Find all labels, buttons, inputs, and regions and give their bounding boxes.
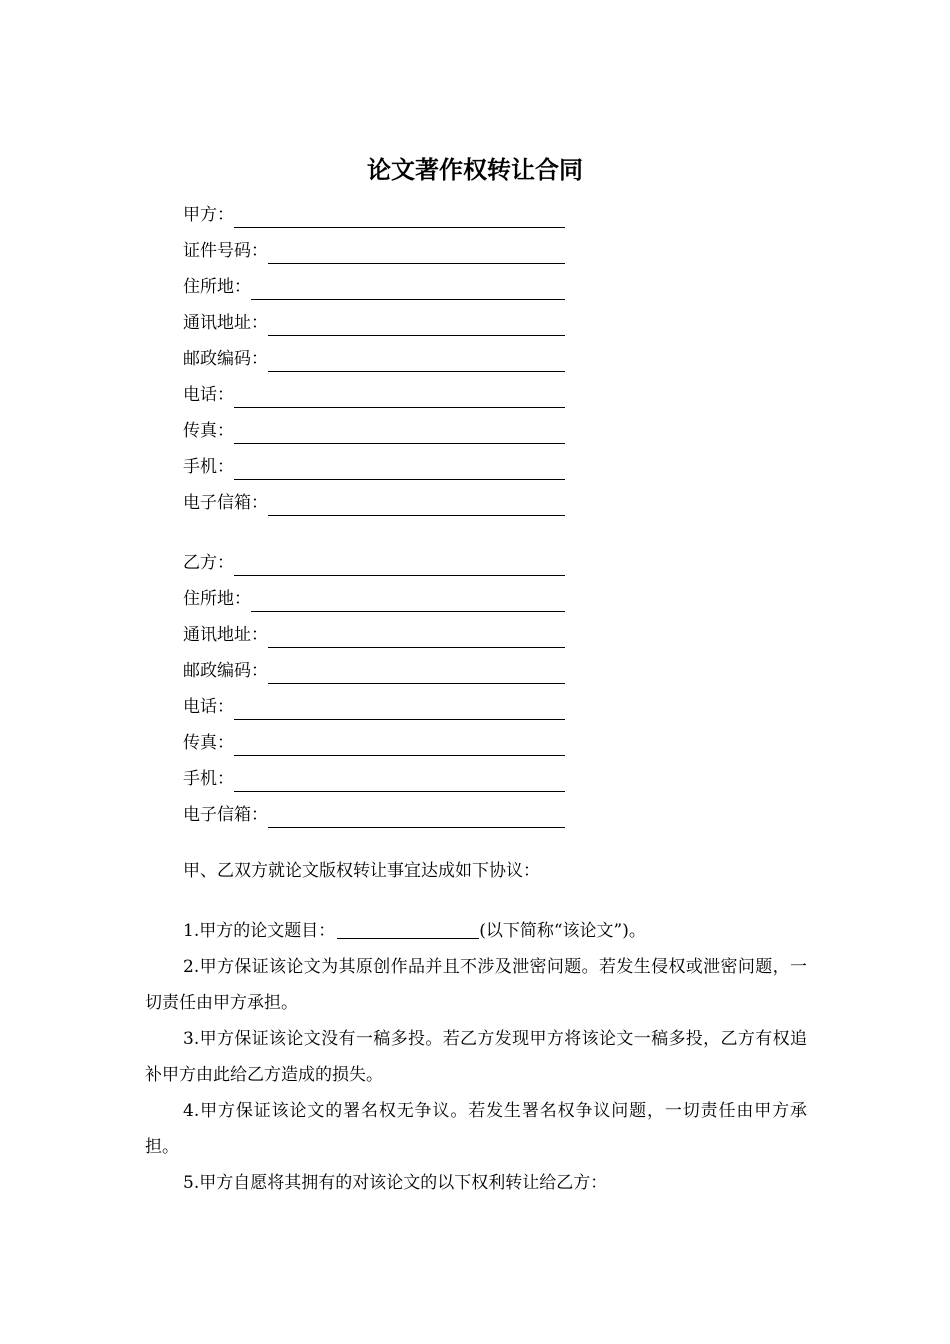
party-a-mobile-field[interactable] bbox=[183, 446, 565, 482]
field-label: 通讯地址： bbox=[183, 313, 268, 333]
fill-line[interactable] bbox=[234, 574, 565, 576]
fill-line[interactable] bbox=[234, 406, 565, 408]
party-a-postal-code-field[interactable] bbox=[183, 338, 565, 374]
field-label: 手机： bbox=[183, 457, 234, 477]
party-b-mailing-address-field[interactable] bbox=[183, 614, 565, 650]
field-label: 邮政编码： bbox=[183, 661, 268, 681]
field-label: 电子信箱： bbox=[183, 805, 268, 825]
party-a-email-field[interactable] bbox=[183, 482, 565, 518]
field-label: 证件号码： bbox=[183, 241, 268, 261]
party-a-fax-field[interactable] bbox=[183, 410, 565, 446]
fill-line[interactable] bbox=[234, 718, 565, 720]
clause-4: 4.甲方保证该论文的署名权无争议。若发生署名权争议问题，一切责任由甲方承担。 bbox=[145, 1101, 807, 1157]
clause-1-text-after: (以下简称“该论文”)。 bbox=[479, 921, 646, 941]
fill-line[interactable] bbox=[234, 442, 565, 444]
field-label: 传真： bbox=[183, 733, 234, 753]
field-label: 甲方： bbox=[183, 205, 234, 225]
clause-3: 3.甲方保证该论文没有一稿多投。若乙方发现甲方将该论文一稿多投，乙方有权追补甲方由此给乙方造成的损失。 bbox=[145, 1029, 807, 1085]
agreement-intro: 甲、乙双方就论文版权转让事宜达成如下协议： bbox=[183, 861, 540, 881]
fill-line[interactable] bbox=[251, 298, 565, 300]
fill-line[interactable] bbox=[268, 646, 565, 648]
party-a-phone-field[interactable] bbox=[183, 374, 565, 410]
field-label: 住所地： bbox=[183, 277, 251, 297]
document-title: 论文著作权转让合同 bbox=[367, 156, 583, 184]
fill-line[interactable] bbox=[234, 478, 565, 480]
field-label: 乙方： bbox=[183, 553, 234, 573]
field-label: 电话： bbox=[183, 697, 234, 717]
thesis-title-blank[interactable] bbox=[337, 918, 479, 939]
fill-line[interactable] bbox=[268, 682, 565, 684]
field-label: 电话： bbox=[183, 385, 234, 405]
party-b-mobile-field[interactable] bbox=[183, 758, 565, 794]
clause-5: 5.甲方自愿将其拥有的对该论文的以下权利转让给乙方： bbox=[183, 1173, 608, 1193]
fill-line[interactable] bbox=[234, 790, 565, 792]
clause-1-text-before: 1.甲方的论文题目： bbox=[183, 921, 336, 941]
party-b-residence-field[interactable] bbox=[183, 578, 565, 614]
fill-line[interactable] bbox=[268, 334, 565, 336]
fill-line[interactable] bbox=[268, 262, 565, 264]
field-label: 电子信箱： bbox=[183, 493, 268, 513]
field-label: 通讯地址： bbox=[183, 625, 268, 645]
party-b-postal-code-field[interactable] bbox=[183, 650, 565, 686]
clause-2: 2.甲方保证该论文为其原创作品并且不涉及泄密问题。若发生侵权或泄密问题，一切责任由甲方承担。 bbox=[145, 957, 807, 1013]
party-b-fax-field[interactable] bbox=[183, 722, 565, 758]
fill-line[interactable] bbox=[268, 826, 565, 828]
fill-line[interactable] bbox=[234, 226, 565, 228]
clause-1 bbox=[145, 913, 807, 949]
party-b-name-field[interactable] bbox=[183, 542, 565, 578]
field-label: 手机： bbox=[183, 769, 234, 789]
fill-line[interactable] bbox=[268, 514, 565, 516]
field-label: 传真： bbox=[183, 421, 234, 441]
field-label: 住所地： bbox=[183, 589, 251, 609]
party-b-email-field[interactable] bbox=[183, 794, 565, 830]
party-a-residence-field[interactable] bbox=[183, 266, 565, 302]
party-a-mailing-address-field[interactable] bbox=[183, 302, 565, 338]
party-b-phone-field[interactable] bbox=[183, 686, 565, 722]
party-a-name-field[interactable] bbox=[183, 194, 565, 230]
fill-line[interactable] bbox=[234, 754, 565, 756]
party-a-id-number-field[interactable] bbox=[183, 230, 565, 266]
field-label: 邮政编码： bbox=[183, 349, 268, 369]
fill-line[interactable] bbox=[251, 610, 565, 612]
fill-line[interactable] bbox=[268, 370, 565, 372]
